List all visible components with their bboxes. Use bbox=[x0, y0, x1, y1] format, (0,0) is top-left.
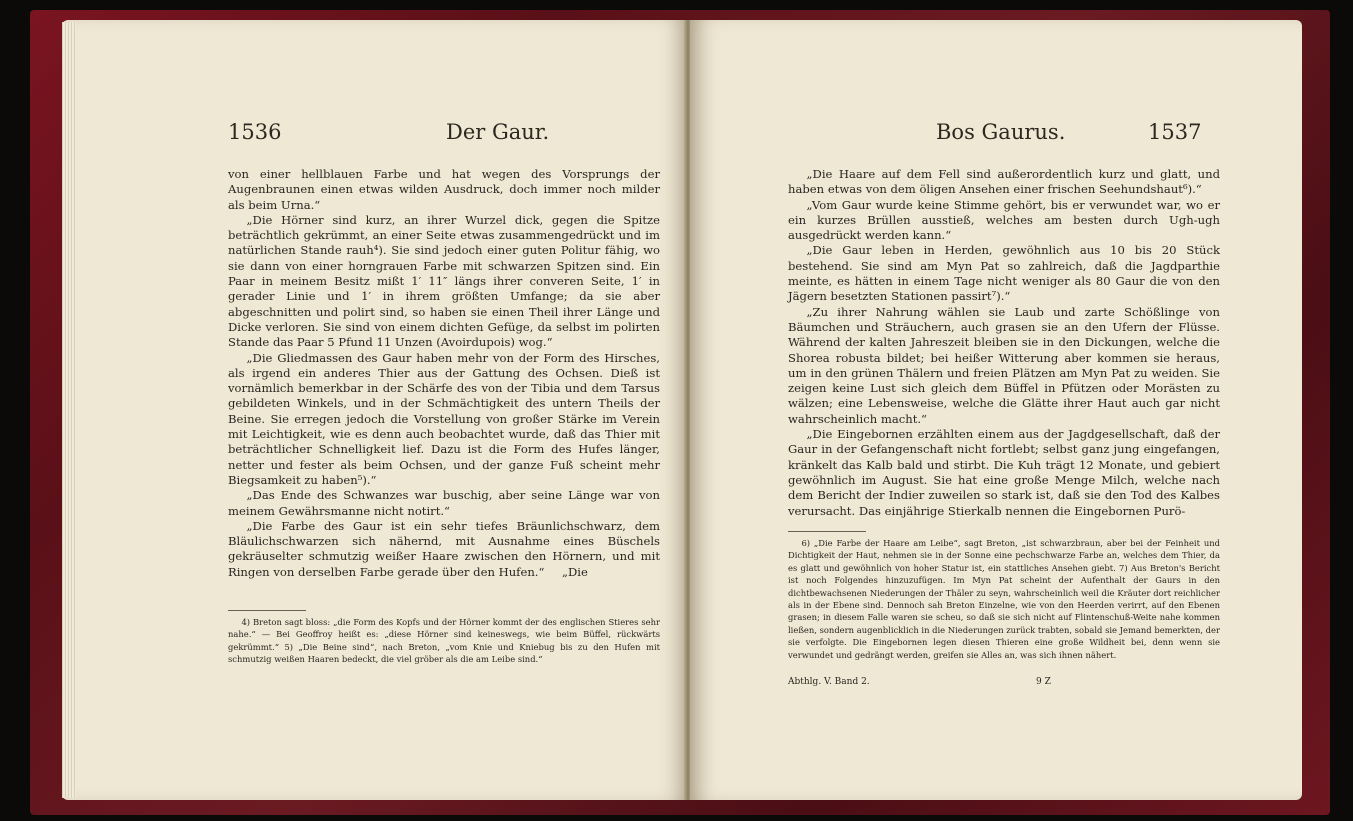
page-edges bbox=[62, 22, 76, 798]
paragraph: „Die Farbe des Gaur ist ein sehr tiefes Bräunlichschwarz, dem Bläulichschwarzen sich nähernd, mit Ausnahme eines Büschels gekräuselter schmutzig weißer Haare zwischen den Hörnern, und mit Ringen von derselben Farbe gerade über den Hufen.“ bbox=[228, 518, 660, 579]
paragraph: „Die Hörner sind kurz, an ihrer Wurzel dick, gegen die Spitze beträchtlich gekrümmt, an einer Seite etwas zusammengedrückt und im natürlichen Stande rauh⁴). Sie sind jedoch einer guten Politur fähig, wo sie dann von einer horngrauen Farbe mit schwarzen Spitzen sind. Ein Paar in meinem Besitz mißt 1′ 11″ längs ihrer converen Seite, 1′ in gerader Linie und 1′ in ihrem größten Umfange; da sie aber abgeschnitten und polirt sind, so haben sie einen Theil ihrer Länge und Dicke verloren. Sie sind von einem dichten Gefüge, da selbst im polirten Stande das Paar 5 Pfund 11 Unzen (Avoirdupois) wog.“ bbox=[228, 212, 660, 350]
footnote-divider bbox=[228, 610, 306, 611]
right-running-title: Bos Gaurus. bbox=[936, 120, 1066, 144]
footnote: 4) Breton sagt bloss: „die Form des Kopfs und der Hörner kommt der des englischen Stieres sehr nahe.“ — Bei Geoffroy heißt es: „diese Hörner sind keineswegs, wie beim Büffel, rückwärts gekrümmt.“ 5) „Die Beine sind“, nach Breton, „vom Knie und Kniebug bis zu den Hufen mit schmutzig weißen Haaren bedeckt, die viel gröber als die am Leibe sind.“ bbox=[228, 617, 660, 665]
left-page bbox=[62, 20, 688, 800]
paragraph: „Das Ende des Schwanzes war buschig, aber seine Länge war von meinem Gewährsmanne nicht notirt.“ bbox=[228, 488, 660, 518]
right-page bbox=[690, 20, 1302, 800]
footnote: 6) „Die Farbe der Haare am Leibe“, sagt Breton, „ist schwarzbraun, aber bei der Feinheit und Dichtigkeit der Haut, nehmen sie in der Sonne eine pechschwarze Farbe an, welches dem Thier, da es glatt und gewöhnlich von hoher Statur ist, ein stattliches Ansehen giebt. 7) Aus Breton's Bericht ist noch Folgendes hinzuzufügen. Im Myn Pat scheint der Aufenthalt der Gaurs in den dichtbewachsenen Niederungen der Thäler zu seyn, wahrscheinlich weil die Kräuter dort reichlicher als in der Ebene sind. Dennoch sah Breton Einzelne, wie von den Heerden verirrt, auf den Ebenen grasen; in diesem Falle waren sie scheu, so daß sie sich nicht auf Flintenschuß-Weite nahe kommen ließen, sondern augenblicklich in die Niederungen zurück trabten, sobald sie Jemand bemerkten, der sie verfolgte. Die Eingebornen legen diesen Thieren eine große Wildheit bei, denn wenn sie verwundet und gedrängt werden, greifen sie Alles an, was sich ihnen nähert. bbox=[788, 538, 1220, 660]
paragraph: „Zu ihrer Nahrung wählen sie Laub und zarte Schößlinge von Bäumchen und Sträuchern, auch grasen sie an den Ufern der Flüsse. Während der kalten Jahreszeit bleiben sie in den Dickungen, welche die Shorea robusta bildet; bei heißer Witterung aber kommen sie heraus, um in den grünen Thälern und freien Plätzen am Myn Pat zu weiden. Sie zeigen keine Lust sich gleich dem Büffel in Pfützen oder Morästen zu wälzen; eine Lebensweise, welche die Glätte ihrer Haut auch gar nicht wahrscheinlich macht.“ bbox=[788, 304, 1220, 426]
right-body-text bbox=[788, 167, 1220, 519]
catchword: „Die bbox=[562, 565, 588, 579]
right-footnotes bbox=[788, 537, 1220, 661]
paragraph: „Die Gaur leben in Herden, gewöhnlich aus 10 bis 20 Stück bestehend. Sie sind am Myn Pat so zahlreich, daß die Jagdparthie meinte, es hätten in einem Tage nicht weniger als 80 Gaur die von den Jägern besetzten Stationen passirt⁷).“ bbox=[788, 243, 1220, 304]
left-body-text bbox=[228, 167, 660, 580]
paragraph: „Die Eingebornen erzählten einem aus der Jagdgesellschaft, daß der Gaur in der Gefangenschaft nicht fortlebt; selbst ganz jung eingefangen, kränkelt das Kalb bald und stirbt. Die Kuh trägt 12 Monate, und gebiert gewöhnlich im August. Sie hat eine große Menge Milch, welche nach dem Bericht der Indier zuweilen so stark ist, daß sie den Tod des Kalbes verursacht. Das einjährige Stierkalb nennen die Eingebornen Purö- bbox=[788, 427, 1220, 518]
right-page-number: 1537 bbox=[1148, 120, 1202, 144]
signature-mark: 9 Z bbox=[1036, 677, 1051, 687]
paragraph: „Vom Gaur wurde keine Stimme gehört, bis er verwundet war, wo er ein kurzes Brüllen ausstieß, welches am besten durch Ugh-ugh ausgedrückt werden kann.“ bbox=[788, 197, 1220, 243]
footnote-divider bbox=[788, 531, 866, 532]
left-page-number: 1536 bbox=[228, 120, 282, 144]
paragraph: von einer hellblauen Farbe und hat wegen des Vorsprungs der Augenbraunen einen etwas wilden Ausdruck, doch immer noch milder als beim Urna.“ bbox=[228, 167, 660, 212]
signature-volume: Abthlg. V. Band 2. bbox=[788, 677, 870, 687]
left-running-title: Der Gaur. bbox=[446, 120, 550, 144]
paragraph: „Die Haare auf dem Fell sind außerordentlich kurz und glatt, und haben etwas von dem öligen Ansehen einer frischen Seehundshaut⁶).“ bbox=[788, 167, 1220, 197]
left-footnotes bbox=[228, 616, 660, 666]
paragraph: „Die Gliedmassen des Gaur haben mehr von der Form des Hirsches, als irgend ein anderes Thier aus der Gattung des Ochsen. Dieß ist vornämlich bemerkbar in der Schärfe des von der Tibia und dem Tarsus gebildeten Winkels, und in der Schmächtigkeit des untern Theils der Beine. Sie erregen jedoch die Vorstellung von großer Stärke im Verein mit Leichtigkeit, wie es denn auch beobachtet wurde, daß das Thier mit beträchtlicher Schnelligkeit lief. Dazu ist die Form des Hufes länger, netter und fester als beim Ochsen, und der ganze Fuß scheint mehr Biegsamkeit zu haben⁵).“ bbox=[228, 350, 660, 487]
